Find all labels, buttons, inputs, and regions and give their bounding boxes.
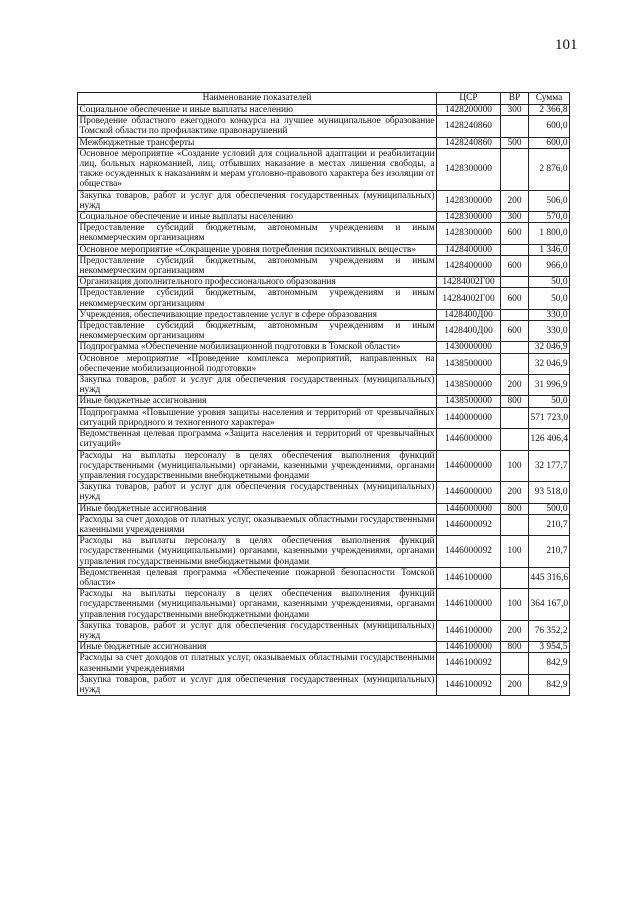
- cell-vr: 200: [501, 620, 529, 641]
- cell-vr: 100: [501, 536, 529, 568]
- cell-vr: 200: [501, 674, 529, 695]
- table-row: [78, 653, 570, 674]
- table-row: [78, 342, 570, 353]
- cell-csr: 1428400000: [437, 244, 501, 255]
- table-row: [78, 255, 570, 276]
- cell-name: Предоставление субсидий бюджетным, автономным учреждениям и иным некоммерческим организациям: [79, 321, 435, 342]
- cell-csr: 1446100000: [437, 642, 501, 653]
- cell-vr: 600: [501, 288, 529, 309]
- cell-csr: 1446000092: [437, 514, 501, 535]
- cell-csr: 1428300000: [437, 212, 501, 223]
- table-row: [78, 536, 570, 568]
- cell-vr: [501, 342, 529, 353]
- cell-sum: 842,9: [529, 674, 570, 695]
- cell-sum: 330,0: [529, 309, 570, 320]
- cell-csr: 1428400000: [437, 255, 501, 276]
- cell-vr: 200: [501, 375, 529, 396]
- cell-csr: 1446100000: [437, 567, 501, 588]
- header-vr: ВР: [501, 93, 529, 105]
- cell-csr: 1428400Д00: [437, 309, 501, 320]
- cell-sum: 32 046,9: [529, 342, 570, 353]
- cell-csr: 1428300000: [437, 148, 501, 190]
- cell-sum: 32 046,9: [529, 353, 570, 374]
- cell-name: Подпрограмма «Обеспечение мобилизационной подготовки в Томской области»: [78, 342, 437, 353]
- cell-name: Основное мероприятие «Сокращение уровня потребления психоактивных веществ»: [78, 244, 437, 255]
- cell-vr: [501, 148, 529, 190]
- cell-csr: 1428200000: [437, 105, 501, 116]
- cell-name: Социальное обеспечение и иные выплаты населению: [78, 105, 437, 116]
- cell-name: Социальное обеспечение и иные выплаты населению: [78, 212, 437, 223]
- cell-name: Межбюджетные трансферты: [78, 137, 437, 148]
- cell-name: Расходы за счет доходов от платных услуг, оказываемых областными государственными казенными учреждениями: [79, 514, 435, 535]
- table-row: [78, 105, 570, 116]
- cell-sum: 3 954,5: [529, 642, 570, 653]
- cell-sum: 126 406,4: [529, 429, 570, 450]
- header-name: Наименование показателей: [78, 93, 437, 105]
- cell-name: Предоставление субсидий бюджетным, автономным учреждениям и иным некоммерческим организациям: [79, 255, 435, 277]
- cell-sum: 364 167,0: [529, 589, 570, 621]
- table-row: [78, 309, 570, 320]
- cell-csr: 1428400Д00: [437, 321, 501, 342]
- cell-csr: 1428240860: [437, 116, 501, 137]
- cell-vr: 100: [501, 589, 529, 621]
- cell-sum: 500,0: [529, 503, 570, 514]
- cell-name: Расходы на выплаты персоналу в целях обеспечения выполнения функций государственными (муниципальными) органами, казенными учреждениями, органами управления государственными внебюджетными фондами: [79, 589, 435, 620]
- table-row: [78, 137, 570, 148]
- cell-name: Ведомственная целевая программа «Защита населения и территорий от чрезвычайных ситуаций»: [79, 429, 435, 450]
- page-number: 101: [555, 37, 578, 53]
- cell-csr: 1446100092: [437, 674, 501, 695]
- cell-sum: 210,7: [529, 514, 570, 535]
- cell-vr: [501, 353, 529, 374]
- table-row: [78, 116, 570, 137]
- cell-name: Предоставление субсидий бюджетным, автономным учреждениям и иным некоммерческим организациям: [79, 223, 435, 244]
- header-sum: Сумма: [529, 93, 570, 105]
- cell-vr: [501, 514, 529, 535]
- table-row: [78, 482, 570, 503]
- cell-csr: 1428300000: [437, 190, 501, 211]
- cell-name: Организация дополнительного профессионального образования: [78, 277, 437, 288]
- cell-csr: 1438500000: [437, 396, 501, 407]
- cell-name: Закупка товаров, работ и услуг для обеспечения государственных (муниципальных) нужд: [79, 620, 435, 641]
- cell-vr: 800: [501, 503, 529, 514]
- table-row: [78, 567, 570, 588]
- cell-name: Основное мероприятие «Проведение комплекса мероприятий, направленных на обеспечение мобилизационной подготовки»: [79, 353, 435, 374]
- cell-csr: 1446000000: [437, 450, 501, 482]
- table-row: [78, 450, 570, 482]
- cell-vr: [501, 116, 529, 137]
- cell-vr: 600: [501, 223, 529, 244]
- cell-csr: 1446100092: [437, 653, 501, 674]
- cell-vr: [501, 429, 529, 450]
- cell-vr: 800: [501, 396, 529, 407]
- cell-vr: 300: [501, 105, 529, 116]
- table-row: [78, 223, 570, 244]
- cell-csr: 1446000000: [437, 482, 501, 503]
- table-row: [78, 190, 570, 211]
- cell-name: Учреждения, обеспечивающие предоставление услуг в сфере образования: [78, 309, 437, 320]
- cell-sum: 32 177,7: [529, 450, 570, 482]
- table-row: [78, 277, 570, 288]
- table-row: [78, 396, 570, 407]
- cell-name: Закупка товаров, работ и услуг для обеспечения государственных (муниципальных) нужд: [79, 375, 435, 396]
- table-row: [78, 429, 570, 450]
- table-row: [78, 212, 570, 223]
- cell-name: Закупка товаров, работ и услуг для обеспечения государственных (муниципальных) нужд: [79, 190, 435, 211]
- cell-vr: 300: [501, 212, 529, 223]
- cell-name: Ведомственная целевая программа «Обеспечение пожарной безопасности Томской области»: [79, 567, 435, 588]
- cell-sum: 966,0: [529, 255, 570, 276]
- cell-vr: 500: [501, 137, 529, 148]
- cell-vr: [501, 244, 529, 255]
- table-row: [78, 589, 570, 621]
- cell-vr: [501, 309, 529, 320]
- cell-sum: 1 800,0: [529, 223, 570, 244]
- table-row: [78, 407, 570, 428]
- cell-vr: [501, 567, 529, 588]
- table-row: [78, 375, 570, 396]
- cell-sum: 2 366,8: [529, 105, 570, 116]
- cell-name: Расходы на выплаты персоналу в целях обеспечения выполнения функций государственными (муниципальными) органами, казенными учреждениями, органами управления государственными внебюджетными фондами: [79, 536, 435, 567]
- header-row: [78, 93, 570, 105]
- cell-vr: [501, 653, 529, 674]
- cell-name: Основное мероприятие «Создание условий для социальной адаптации и реабилитации лиц, больных наркоманией, лиц, отбывших наказание в местах лишения свободы, а также осужденных к наказаниям и мерам уголовно-правового характера без изоляции от общества»: [79, 148, 435, 190]
- cell-vr: [501, 407, 529, 428]
- cell-name: Иные бюджетные ассигнования: [78, 503, 437, 514]
- cell-csr: 1428240860: [437, 137, 501, 148]
- cell-name: Закупка товаров, работ и услуг для обеспечения государственных (муниципальных) нужд: [79, 482, 435, 503]
- table-row: [78, 244, 570, 255]
- cell-sum: 330,0: [529, 321, 570, 342]
- cell-csr: 1446100000: [437, 620, 501, 641]
- cell-sum: 506,0: [529, 190, 570, 211]
- cell-csr: 1446000092: [437, 536, 501, 568]
- cell-name: Закупка товаров, работ и услуг для обеспечения государственных (муниципальных) нужд: [79, 674, 435, 695]
- table-row: [78, 288, 570, 309]
- cell-name: Расходы за счет доходов от платных услуг, оказываемых областными государственными казенными учреждениями: [79, 653, 435, 674]
- cell-sum: 570,0: [529, 212, 570, 223]
- cell-name: Иные бюджетные ассигнования: [78, 396, 437, 407]
- table-row: [78, 321, 570, 342]
- cell-name: Предоставление субсидий бюджетным, автономным учреждениям и иным некоммерческим организациям: [79, 288, 435, 309]
- cell-sum: 445 316,6: [529, 567, 570, 588]
- budget-table: [77, 92, 570, 696]
- table-row: [78, 353, 570, 374]
- cell-csr: 1446000000: [437, 503, 501, 514]
- table-header: [78, 93, 570, 105]
- cell-name: Проведение областного ежегодного конкурса на лучшее муниципальное образование Томской области по профилактике правонарушений: [79, 116, 435, 137]
- cell-sum: 2 876,0: [529, 148, 570, 190]
- cell-vr: 600: [501, 321, 529, 342]
- cell-csr: 1438500000: [437, 375, 501, 396]
- cell-vr: 100: [501, 450, 529, 482]
- cell-sum: 210,7: [529, 536, 570, 568]
- cell-csr: 1446100000: [437, 589, 501, 621]
- cell-sum: 1 346,0: [529, 244, 570, 255]
- cell-name: Расходы на выплаты персоналу в целях обеспечения выполнения функций государственными (муниципальными) органами, казенными учреждениями, органами управления государственными внебюджетными фондами: [79, 450, 435, 481]
- cell-csr: 1428300000: [437, 223, 501, 244]
- table-row: [78, 620, 570, 641]
- cell-csr: 14284002Г00: [437, 288, 501, 309]
- cell-sum: 93 518,0: [529, 482, 570, 503]
- cell-csr: 1430000000: [437, 342, 501, 353]
- table-row: [78, 503, 570, 514]
- cell-sum: 50,0: [529, 288, 570, 309]
- cell-sum: 50,0: [529, 277, 570, 288]
- cell-name: Подпрограмма «Повышение уровня защиты населения и территорий от чрезвычайных ситуаций природного и техногенного характера»: [79, 407, 435, 428]
- table-row: [78, 148, 570, 190]
- cell-sum: 600,0: [529, 116, 570, 137]
- cell-sum: 600,0: [529, 137, 570, 148]
- cell-name: Иные бюджетные ассигнования: [78, 642, 437, 653]
- cell-sum: 571 723,0: [529, 407, 570, 428]
- cell-csr: 1446000000: [437, 429, 501, 450]
- cell-sum: 31 996,9: [529, 375, 570, 396]
- cell-csr: 1438500000: [437, 353, 501, 374]
- cell-vr: 800: [501, 642, 529, 653]
- cell-vr: 600: [501, 255, 529, 276]
- table-row: [78, 674, 570, 695]
- cell-vr: [501, 277, 529, 288]
- table-row: [78, 514, 570, 535]
- cell-vr: 200: [501, 190, 529, 211]
- cell-sum: 76 352,2: [529, 620, 570, 641]
- table-body: [78, 105, 570, 696]
- cell-csr: 1440000000: [437, 407, 501, 428]
- cell-csr: 14284002Г00: [437, 277, 501, 288]
- cell-sum: 842,9: [529, 653, 570, 674]
- cell-sum: 50,0: [529, 396, 570, 407]
- table-row: [78, 642, 570, 653]
- header-csr: ЦСР: [437, 93, 501, 105]
- cell-vr: 200: [501, 482, 529, 503]
